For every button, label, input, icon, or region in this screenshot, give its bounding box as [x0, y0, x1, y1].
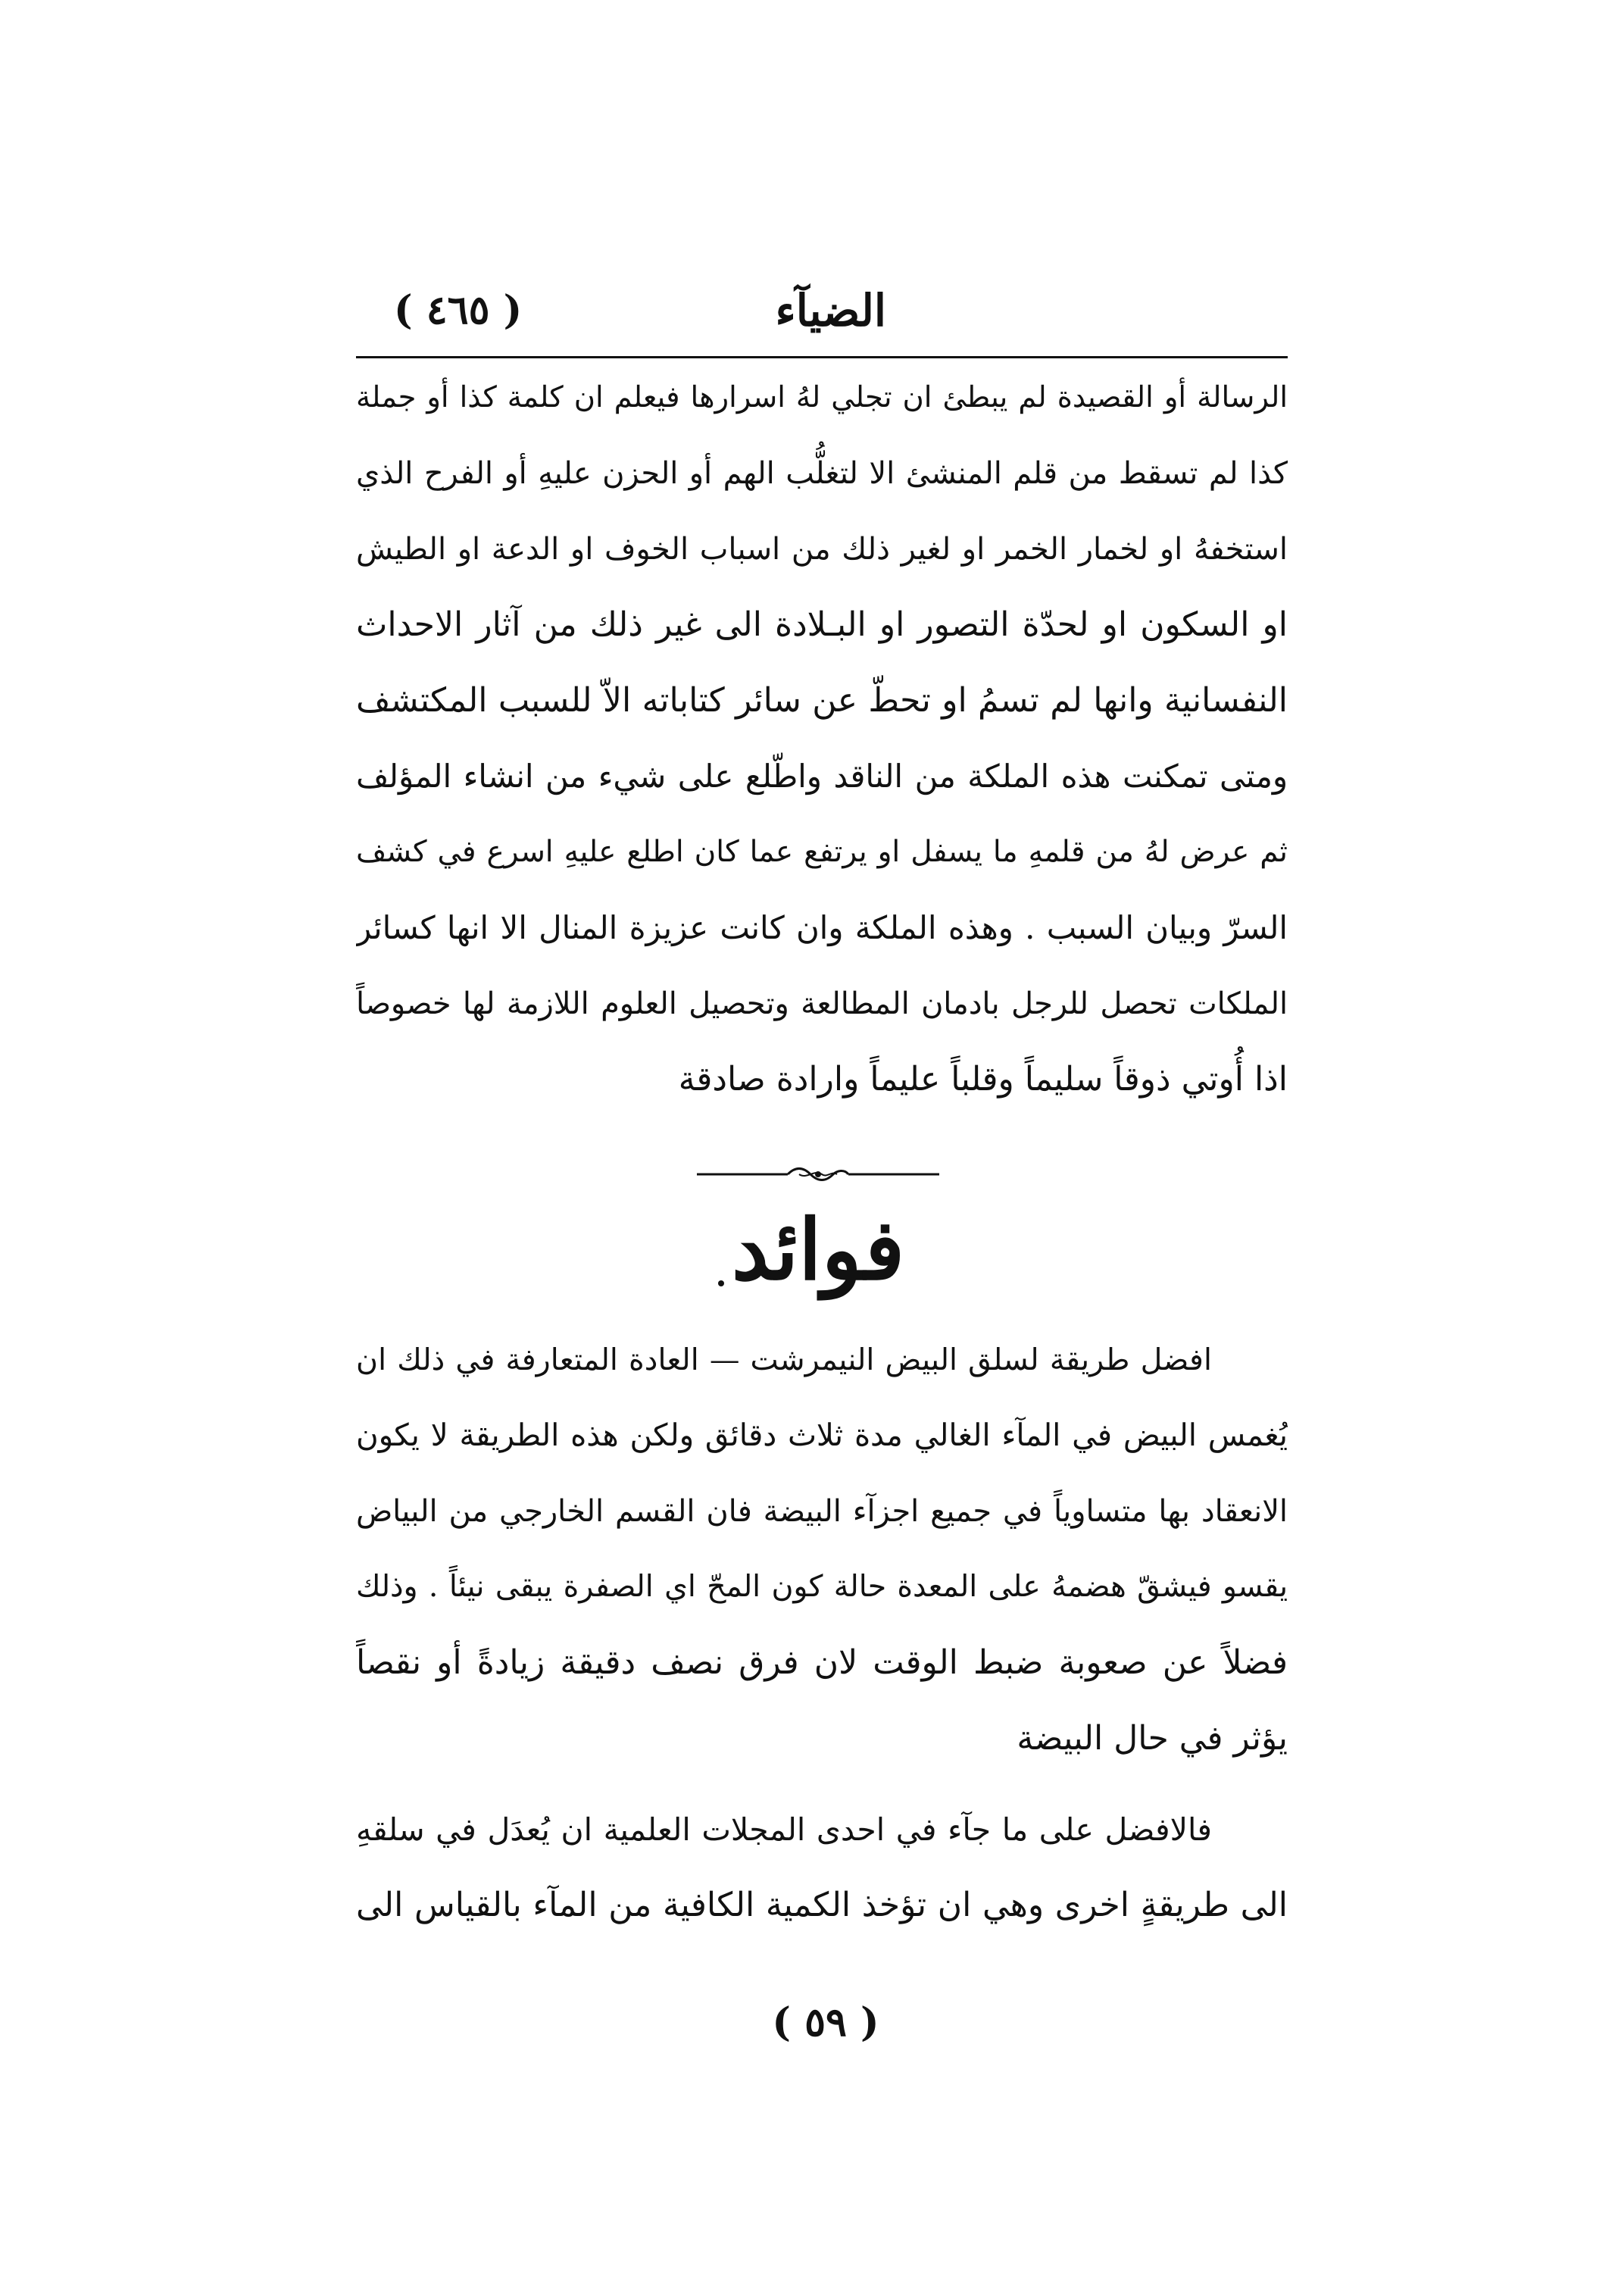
text-line: اذا أُوتي ذوقاً سليماً وقلباً عليماً وارادة صادقة [678, 1060, 1288, 1099]
text-line: يقسو فيشقّ هضمهُ على المعدة حالة كون المحّ اي الصفرة يبقى نيئاً . وذلك [356, 1570, 1288, 1604]
text-line: كذا لم تسقط من قلم المنشئ الا لتغلُّب الهم أو الحزن عليهِ أو الفرح الذي [356, 456, 1288, 491]
paragraph-boiling-eggs [356, 1322, 1288, 1777]
text-line: الرسالة أو القصيدة لم يبطئ ان تجلي لهُ اسرارها فيعلم ان كلمة كذا أو جملة [356, 380, 1288, 414]
text-line: النفسانية وانها لم تسمُ او تحطّ عن سائر كتاباته الاّ للسبب المكتشف [356, 681, 1288, 720]
heading-dot [718, 1280, 724, 1286]
journal-title: الضيآء [775, 285, 886, 336]
paragraph-criticism [356, 360, 1288, 1117]
text-line: الى طريقةٍ اخرى وهي ان تؤخذ الكمية الكافية من المآء بالقياس الى [356, 1886, 1288, 1924]
text-line: ثم عرض لهُ من قلمهِ ما يسفل او يرتفع عما كان اطلع عليهِ اسرع في كشف [356, 835, 1288, 869]
text-line: افضل طريقة لسلق البيض النيمرشت — العادة المتعارفة في ذلك ان [356, 1342, 1212, 1377]
text-line: السرّ وبيان السبب . وهذه الملكة وان كانت عزيزة المنال الا انها كسائر [356, 909, 1288, 946]
text-line: استخفهُ او لخمار الخمر او لغير ذلك من اسباب الخوف او الدعة او الطيش [356, 532, 1288, 567]
text-line: الانعقاد بها متساوياً في جميع اجزآء البيضة فان القسم الخارجي من البياض [356, 1494, 1288, 1529]
text-line: فضلاً عن صعوبة ضبط الوقت لان فرق نصف دقيقة زيادةً أو نقصاً [356, 1643, 1288, 1682]
paragraph-better-method [356, 1792, 1288, 1943]
ornamental-divider [697, 1163, 939, 1186]
text-line: او السكون او لحدّة التصور او البـلادة الى غير ذلك من آثار الاحداث [356, 605, 1288, 644]
header-rule [356, 356, 1288, 358]
page-number-top: ( ٤٦٥ ) [394, 287, 523, 333]
text-line: ومتى تمكنت هذه الملكة من الناقد واطّلع على شيء من انشاء المؤلف [356, 758, 1288, 795]
section-heading: فوائد [731, 1201, 905, 1299]
text-line: يُغمس البيض في المآء الغالي مدة ثلاث دقائق ولكن هذه الطريقة لا يكون [356, 1418, 1288, 1453]
running-header [356, 273, 1288, 356]
page-number-bottom: ( ٥٩ ) [772, 1999, 879, 2046]
text-line: الملكات تحصل للرجل بادمان المطالعة وتحصيل العلوم اللازمة لها خصوصاً [356, 986, 1288, 1021]
text-line: فالافضل على ما جآء في احدى المجلات العلمية ان يُعدَل في سلقهِ [356, 1811, 1212, 1848]
text-line: يؤثر في حال البيضة [1017, 1719, 1288, 1758]
